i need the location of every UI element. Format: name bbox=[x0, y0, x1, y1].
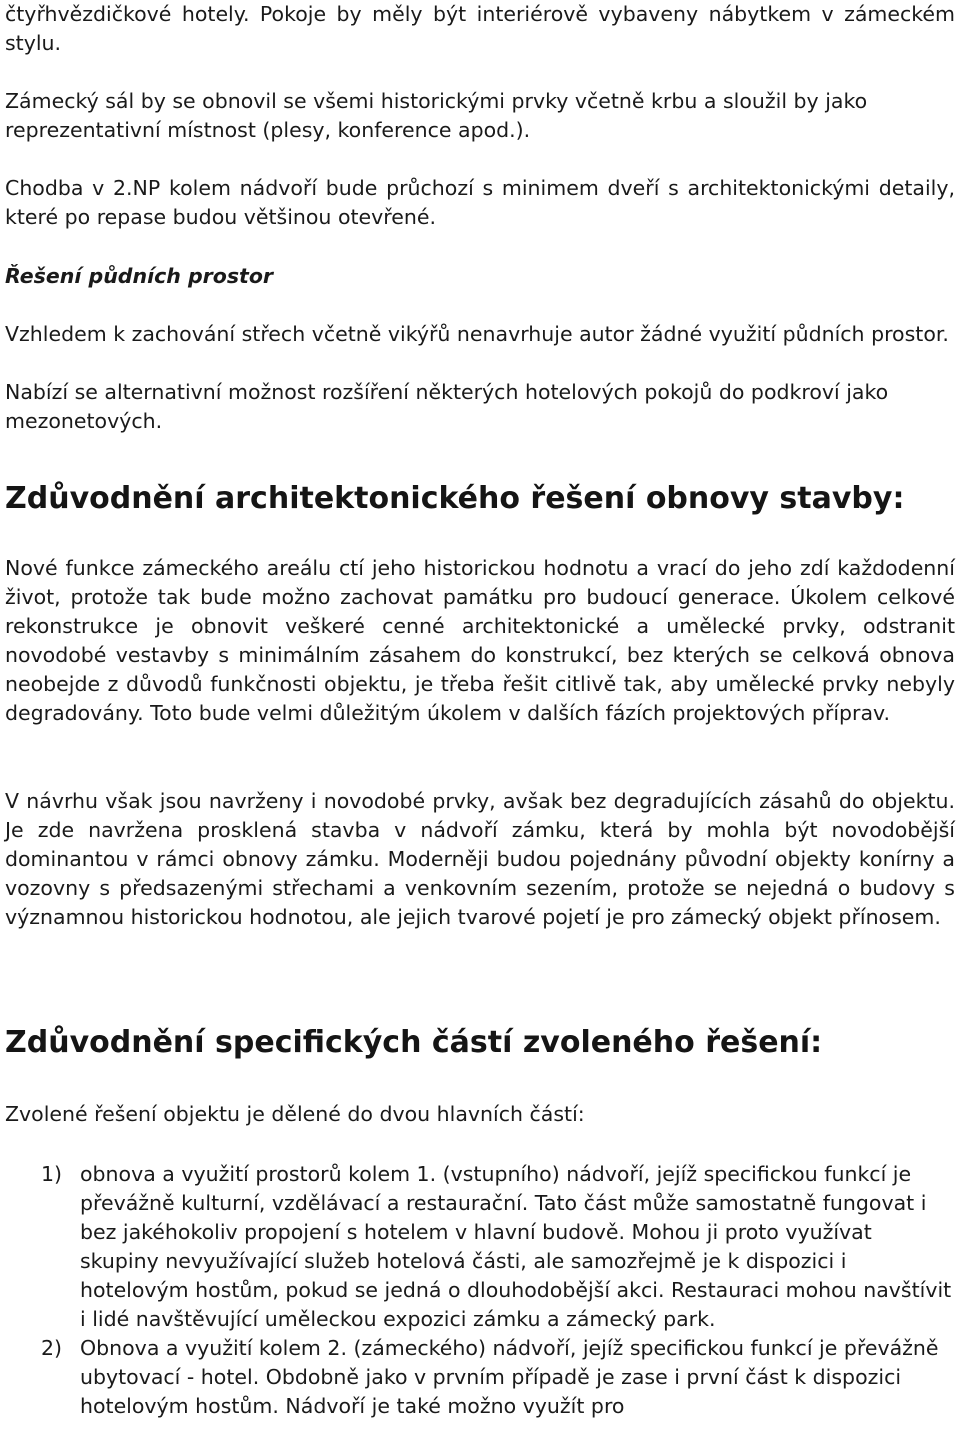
paragraph-text: V návrhu však jsou navrženy i novodobé prvky, avšak bez degradujících zásahů do objektu. Je zde navržena prosklená stavba v nádvoří zámku, která by mohla být novodobější dominantou v rámci obnovy zámku. Moderněji budou pojednány původní objekty konírny a vozovny s předsazenými střechami a venkovním sezením, protože se nejedná o budovy s významnou historickou hodnotou, ale jejich tvarové pojetí je pro zámecký objekt přínosem. bbox=[5, 789, 955, 929]
paragraph-text: Nové funkce zámeckého areálu ctí jeho historickou hodnotu a vrací do jeho zdí každodenní život, protože tak bude možno zachovat památku pro budoucí generace. Úkolem celkové rekonstrukce je obnovit veškeré cenné architektonické a umělecké prvky, odstranit novodobé vestavby s minimálním zásahem do konstrukcí, bez kterých se celková obnova neobejde z důvodů funkčnosti objektu, je třeba řešit citlivě tak, aby umělecké prvky nebyly degradovány. Toto bude velmi důležitým úkolem v dalších fázích projektových příprav. bbox=[5, 556, 955, 725]
heading-justification bbox=[5, 479, 955, 519]
heading-specific bbox=[5, 1023, 955, 1063]
paragraph-attic-1 bbox=[5, 320, 955, 349]
list-item-text: Obnova a využití kolem 2. (zámeckého) nádvoří, jejíž specifickou funkcí je převážně ubytovací - hotel. Obdobně jako v prvním případě je zase i první část k dispozici hotelovým hostům. Nádvoří je také možno využít pro bbox=[80, 1336, 939, 1418]
section-heading: Zdůvodnění architektonického řešení obnovy stavby: bbox=[5, 481, 905, 516]
paragraph-text: Chodba v 2.NP kolem nádvoří bude průchozí s minimem dveří s architektonickými detaily, které po repase budou většinou otevřené. bbox=[5, 176, 955, 229]
paragraph-text: Zámecký sál by se obnovil se všemi historickými prvky včetně krbu a sloužil by jako reprezentativní místnost (plesy, konference apod.). bbox=[5, 89, 868, 142]
paragraph-text: Vzhledem k zachování střech včetně vikýřů nenavrhuje autor žádné využití půdních prostor. bbox=[5, 322, 949, 346]
paragraph-text: čtyřhvězdičkové hotely. Pokoje by měly být interiérově vybaveny nábytkem v zámeckém stylu. bbox=[5, 2, 955, 55]
paragraph-text: Zvolené řešení objektu je dělené do dvou hlavních částí: bbox=[5, 1102, 585, 1126]
section-heading: Zdůvodnění specifických částí zvoleného řešení: bbox=[5, 1025, 823, 1060]
paragraph-justification-1 bbox=[5, 554, 955, 728]
paragraph-hall bbox=[5, 87, 955, 145]
paragraph-justification-2 bbox=[5, 787, 955, 932]
heading-attic bbox=[5, 262, 955, 291]
paragraph-corridor bbox=[5, 174, 955, 232]
paragraph-specific-intro bbox=[5, 1100, 955, 1129]
list-item-number: 2) bbox=[41, 1336, 63, 1360]
list-item bbox=[5, 1334, 955, 1421]
paragraph-intro-end bbox=[5, 0, 955, 58]
section-heading: Řešení půdních prostor bbox=[5, 264, 274, 288]
numbered-list bbox=[5, 1160, 955, 1421]
list-item-number: 1) bbox=[41, 1162, 63, 1186]
paragraph-attic-2 bbox=[5, 378, 955, 436]
list-item bbox=[5, 1160, 955, 1334]
list bbox=[5, 1160, 955, 1421]
paragraph-text: Nabízí se alternativní možnost rozšíření některých hotelových pokojů do podkroví jako mezonetových. bbox=[5, 380, 889, 433]
list-item-text: obnova a využití prostorů kolem 1. (vstupního) nádvoří, jejíž specifickou funkcí je převážně kulturní, vzdělávací a restaurační. Tato část může samostatně fungovat i bez jakéhokoliv propojení s hotelem v hlavní budově. Mohou ji proto využívat skupiny nevyužívající služeb hotelová části, ale samozřejmě je k dispozici i hotelovým hostům, pokud se jedná o dlouhodobější akci. Restauraci mohou navštívit i lidé navštěvující uměleckou expozici zámku a zámecký park. bbox=[80, 1162, 952, 1331]
